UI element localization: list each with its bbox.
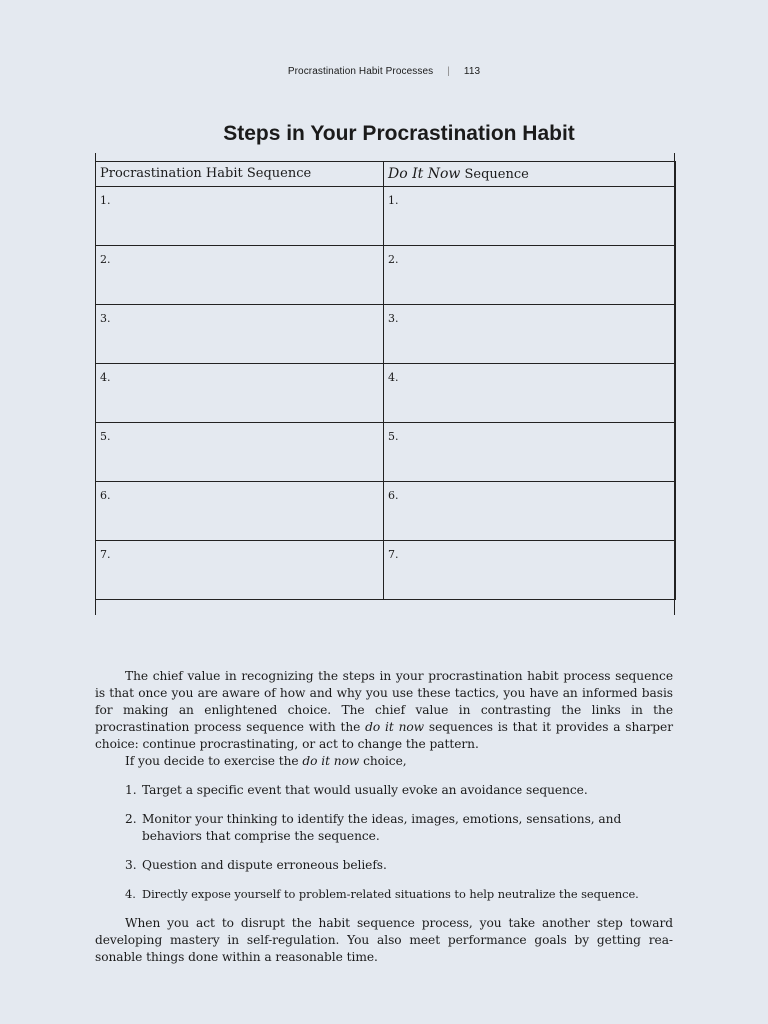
paragraph-closing: When you act to disrupt the habit sequence process, you take another step toward developing mastery in self-regulation. You also meet performance goals by getting rea-sonable things done within a reasonable time. — [95, 916, 673, 964]
procrastination-step-cell[interactable]: 3. — [96, 305, 384, 364]
paragraph-exercise-choice-start: If you decide to exercise the — [125, 754, 303, 768]
do-it-now-step-cell[interactable]: 2. — [384, 246, 676, 305]
list-item-text: Directly expose yourself to problem-related situations to help neutralize the sequence. — [142, 887, 639, 901]
list-item — [95, 857, 673, 874]
table-row — [96, 423, 676, 482]
paragraph-chief-value — [95, 668, 673, 753]
list-item-number: 3. — [125, 858, 137, 872]
table-row — [96, 541, 676, 600]
do-it-now-step-cell[interactable]: 6. — [384, 482, 676, 541]
list-item-text: Question and dispute erroneous beliefs. — [142, 858, 387, 872]
paragraph-exercise-choice-end: choice, — [359, 754, 407, 768]
running-head-separator: | — [447, 66, 450, 77]
table-row — [96, 187, 676, 246]
do-it-now-step-cell[interactable]: 7. — [384, 541, 676, 600]
paragraph-chief-value-start: The chief value in recognizing the steps in your procrastination habit process sequence is that once you are aware of how and why you use these tactics, you have an informed basis for making an enlightened choice. The chief value in contrasting the links in the procrastination process sequence with the — [95, 669, 673, 734]
procrastination-step-cell[interactable]: 6. — [96, 482, 384, 541]
steps-table — [95, 161, 676, 600]
list-item — [95, 886, 673, 903]
procrastination-step-cell[interactable]: 5. — [96, 423, 384, 482]
list-item-text: Monitor your thinking to identify the ideas, images, emotions, sensations, and behaviors that comprise the sequence. — [142, 812, 622, 843]
header-do-it-now-sequence — [384, 162, 676, 187]
procrastination-step-cell[interactable]: 4. — [96, 364, 384, 423]
list-item-text: Target a specific event that would usually evoke an avoidance sequence. — [142, 783, 588, 797]
do-it-now-step-cell[interactable]: 3. — [384, 305, 676, 364]
running-head-title: Procrastination Habit Processes — [287, 66, 434, 77]
table-header-row — [96, 162, 676, 187]
header-do-it-now-suffix: Sequence — [460, 166, 529, 182]
procrastination-step-cell[interactable]: 2. — [96, 246, 384, 305]
do-it-now-step-cell[interactable]: 4. — [384, 364, 676, 423]
paragraph-chief-value-end: sequences is that it provides a sharper choice: continue procrastinating, or act to change the pattern. — [95, 720, 673, 751]
list-item — [95, 782, 673, 799]
running-head — [0, 66, 768, 77]
list-item-number: 4. — [125, 887, 136, 901]
page-title: Steps in Your Procrastination Habit — [223, 122, 575, 145]
list-item-number: 2. — [125, 812, 137, 826]
table-row — [96, 482, 676, 541]
do-it-now-step-cell[interactable]: 1. — [384, 187, 676, 246]
table-row — [96, 305, 676, 364]
steps-table-container — [95, 153, 675, 615]
body-text — [95, 668, 673, 966]
paragraph-exercise-choice — [95, 753, 673, 770]
list-item-number: 1. — [125, 783, 137, 797]
table-row — [96, 246, 676, 305]
procrastination-step-cell[interactable]: 1. — [96, 187, 384, 246]
header-procrastination-sequence: Procrastination Habit Sequence — [96, 162, 384, 187]
do-it-now-step-cell[interactable]: 5. — [384, 423, 676, 482]
table-row — [96, 364, 676, 423]
do-it-now-emphasis: do it now — [302, 754, 360, 768]
do-it-now-emphasis: do it now — [365, 720, 425, 734]
page-number: 113 — [463, 66, 481, 77]
header-do-it-now-emphasis: Do It Now — [388, 165, 461, 182]
procrastination-step-cell[interactable]: 7. — [96, 541, 384, 600]
action-steps-list — [95, 782, 673, 903]
list-item — [95, 811, 673, 845]
